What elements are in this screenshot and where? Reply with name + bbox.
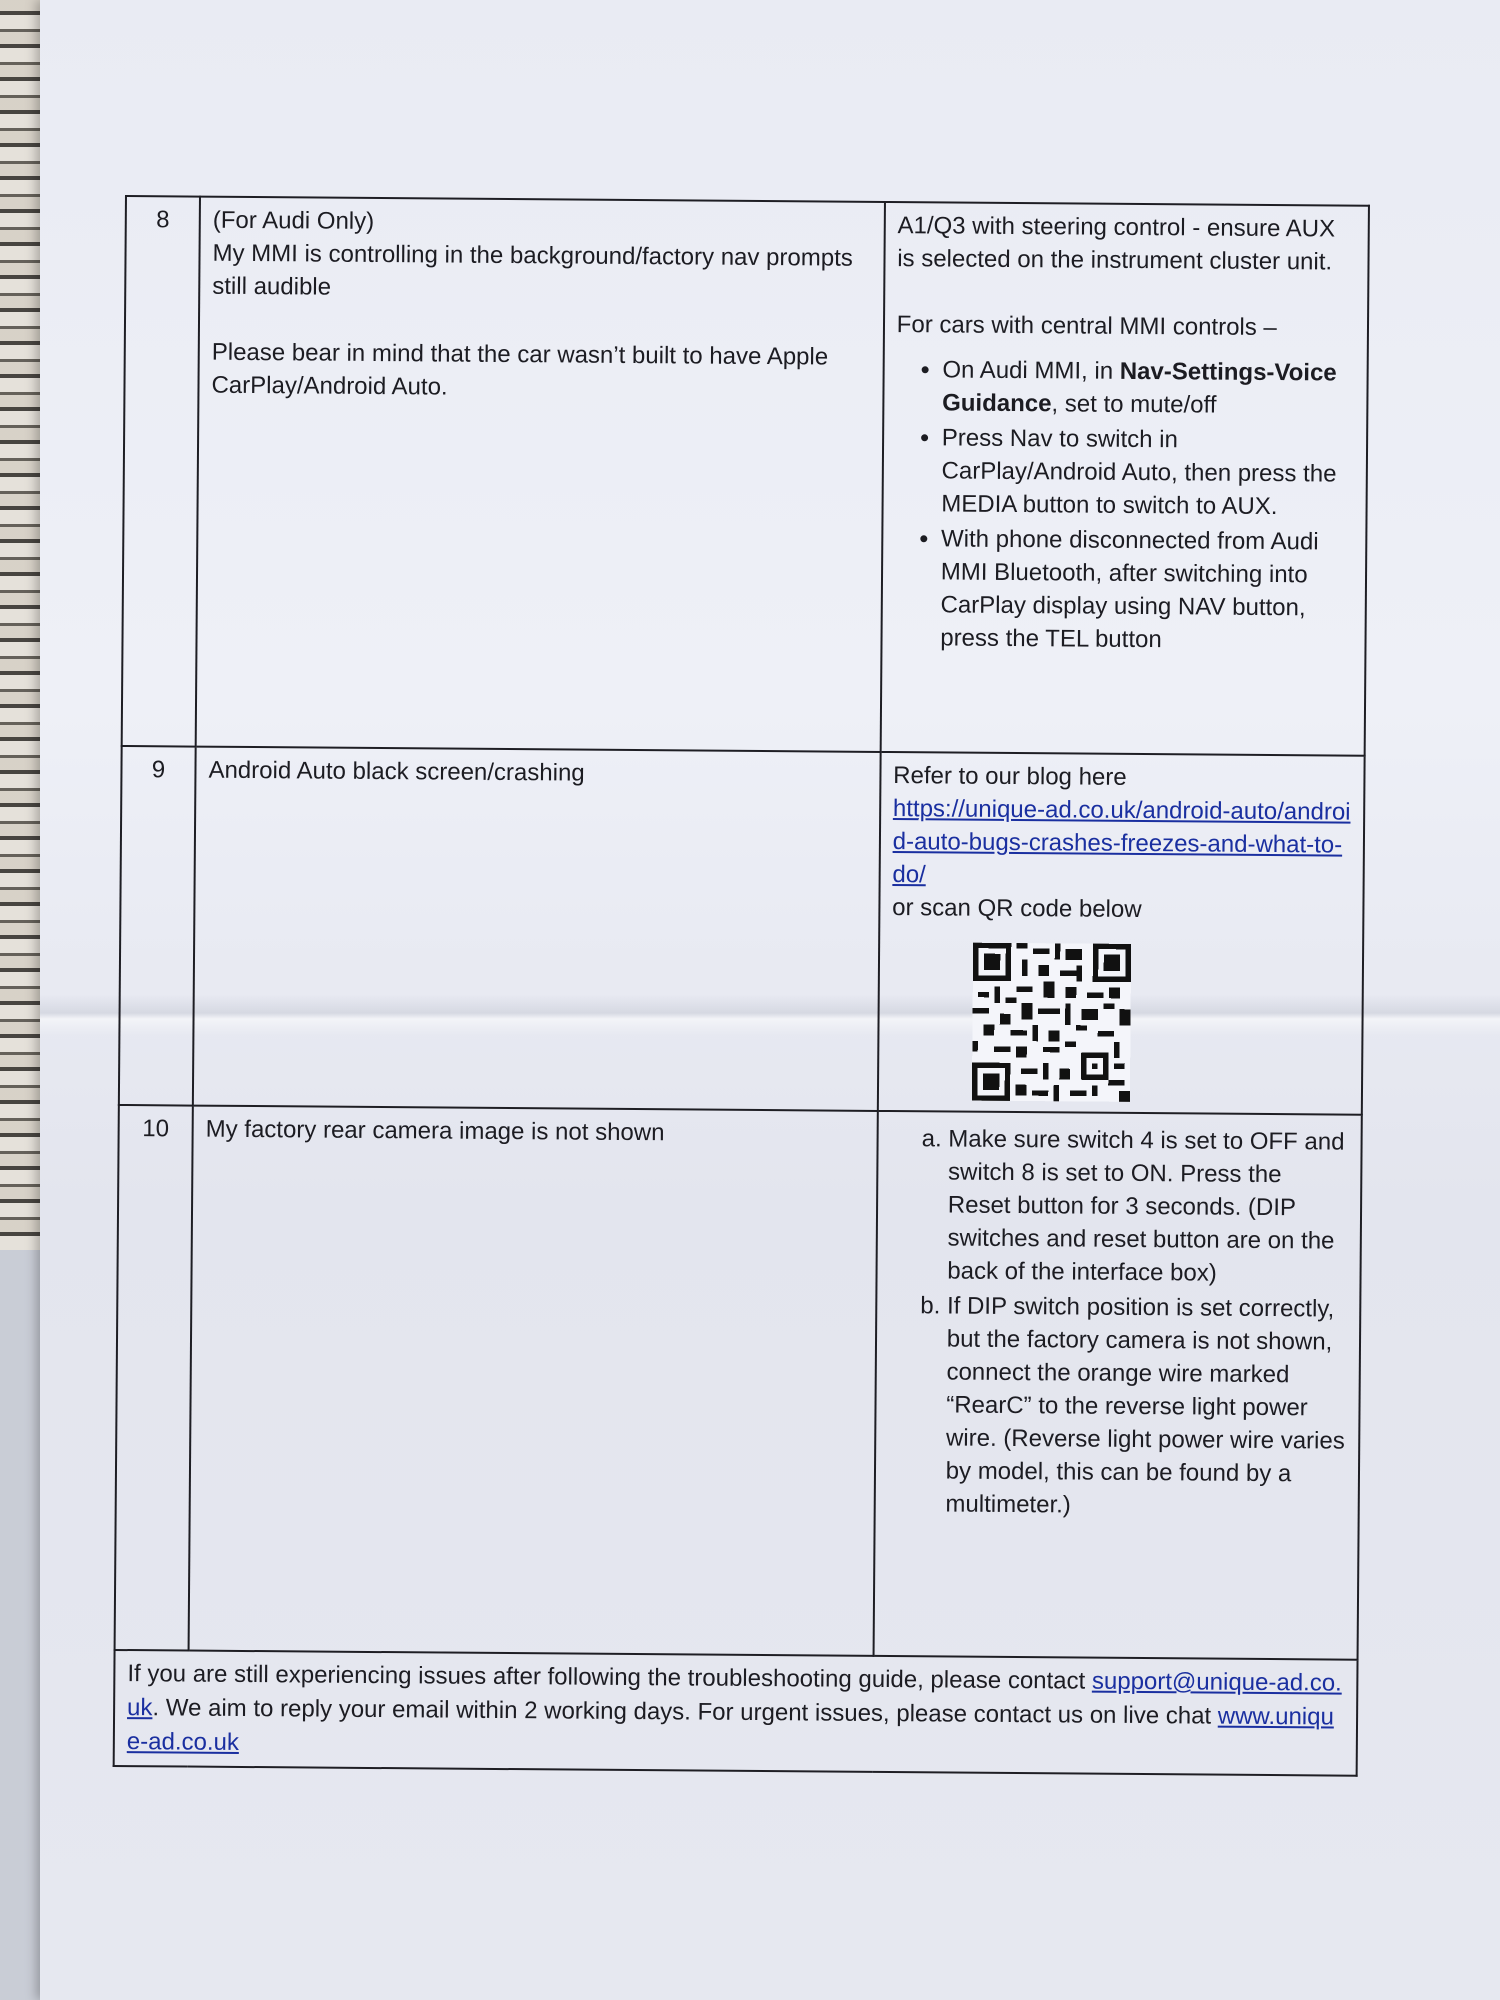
- issue-line: My MMI is controlling in the background/factory nav prompts still audible: [212, 239, 853, 301]
- list-item: a. Make sure switch 4 is set to OFF and switch 8 is set to ON. Press the Reset button for 3 seconds. (DIP switches and reset button are on the back of the interface box): [947, 1122, 1349, 1290]
- issue-note: Please bear in mind that the car wasn’t built to have Apple CarPlay/Android Auto.: [211, 338, 829, 401]
- row-number: 10: [115, 1105, 193, 1651]
- issue-cell: [196, 197, 885, 752]
- table-row: [119, 746, 1365, 1115]
- issue-cell: Android Auto black screen/crashing: [193, 747, 881, 1111]
- issue-cell: My factory rear camera image is not shown: [189, 1106, 878, 1656]
- solution-cell: [880, 202, 1369, 756]
- list-item: • Press Nav to switch in CarPlay/Android Auto, then press the MEDIA button to switch to AUX.: [941, 421, 1354, 523]
- solution-intro: Refer to our blog here: [893, 762, 1127, 791]
- solution-step-list: [887, 1122, 1348, 1524]
- row-number: 9: [119, 746, 196, 1106]
- troubleshooting-table: [113, 195, 1370, 1777]
- table-row: [115, 1105, 1362, 1660]
- issue-line: (For Audi Only): [212, 206, 375, 235]
- list-item: • On Audi MMI, in Nav-Settings-Voice Guidance, set to mute/off: [942, 353, 1355, 422]
- solution-intro: A1/Q3 with steering control - ensure AUX is selected on the instrument cluster unit.: [897, 212, 1336, 276]
- solution-bullet-list: [894, 353, 1355, 658]
- footer-note: If you are still experiencing issues after following the troubleshooting guide, please contact support@unique-ad.co.uk. We aim to reply your email within 2 working days. For urgent issues, please contact us on live chat www.unique-ad.co.uk: [114, 1650, 1358, 1776]
- table-row: [122, 196, 1369, 756]
- row-number: 8: [122, 196, 200, 747]
- solution-cell: [873, 1111, 1362, 1660]
- list-item: b. If DIP switch position is set correctly, but the factory camera is not shown, connect the orange wire marked “RearC” to the reverse light power wire. (Reverse light power wire varies by model, this can be found by a multimeter.): [945, 1289, 1347, 1523]
- website-link[interactable]: www.unique-ad.co.uk: [126, 1702, 1334, 1756]
- footer-row: [114, 1650, 1358, 1776]
- solution-qr-note: or scan QR code below: [892, 894, 1142, 924]
- list-item: • With phone disconnected from Audi MMI Bluetooth, after switching into CarPlay display using NAV button, press the TEL button: [940, 522, 1353, 657]
- solution-cell: [878, 752, 1365, 1115]
- blog-link[interactable]: https://unique-ad.co.uk/android-auto/android-auto-bugs-crashes-freezes-and-what-to-do/: [892, 795, 1351, 889]
- support-email-link[interactable]: support@unique-ad.co.uk: [127, 1667, 1342, 1722]
- solution-central: For cars with central MMI controls –: [896, 311, 1277, 342]
- qr-code-icon[interactable]: [971, 943, 1132, 1102]
